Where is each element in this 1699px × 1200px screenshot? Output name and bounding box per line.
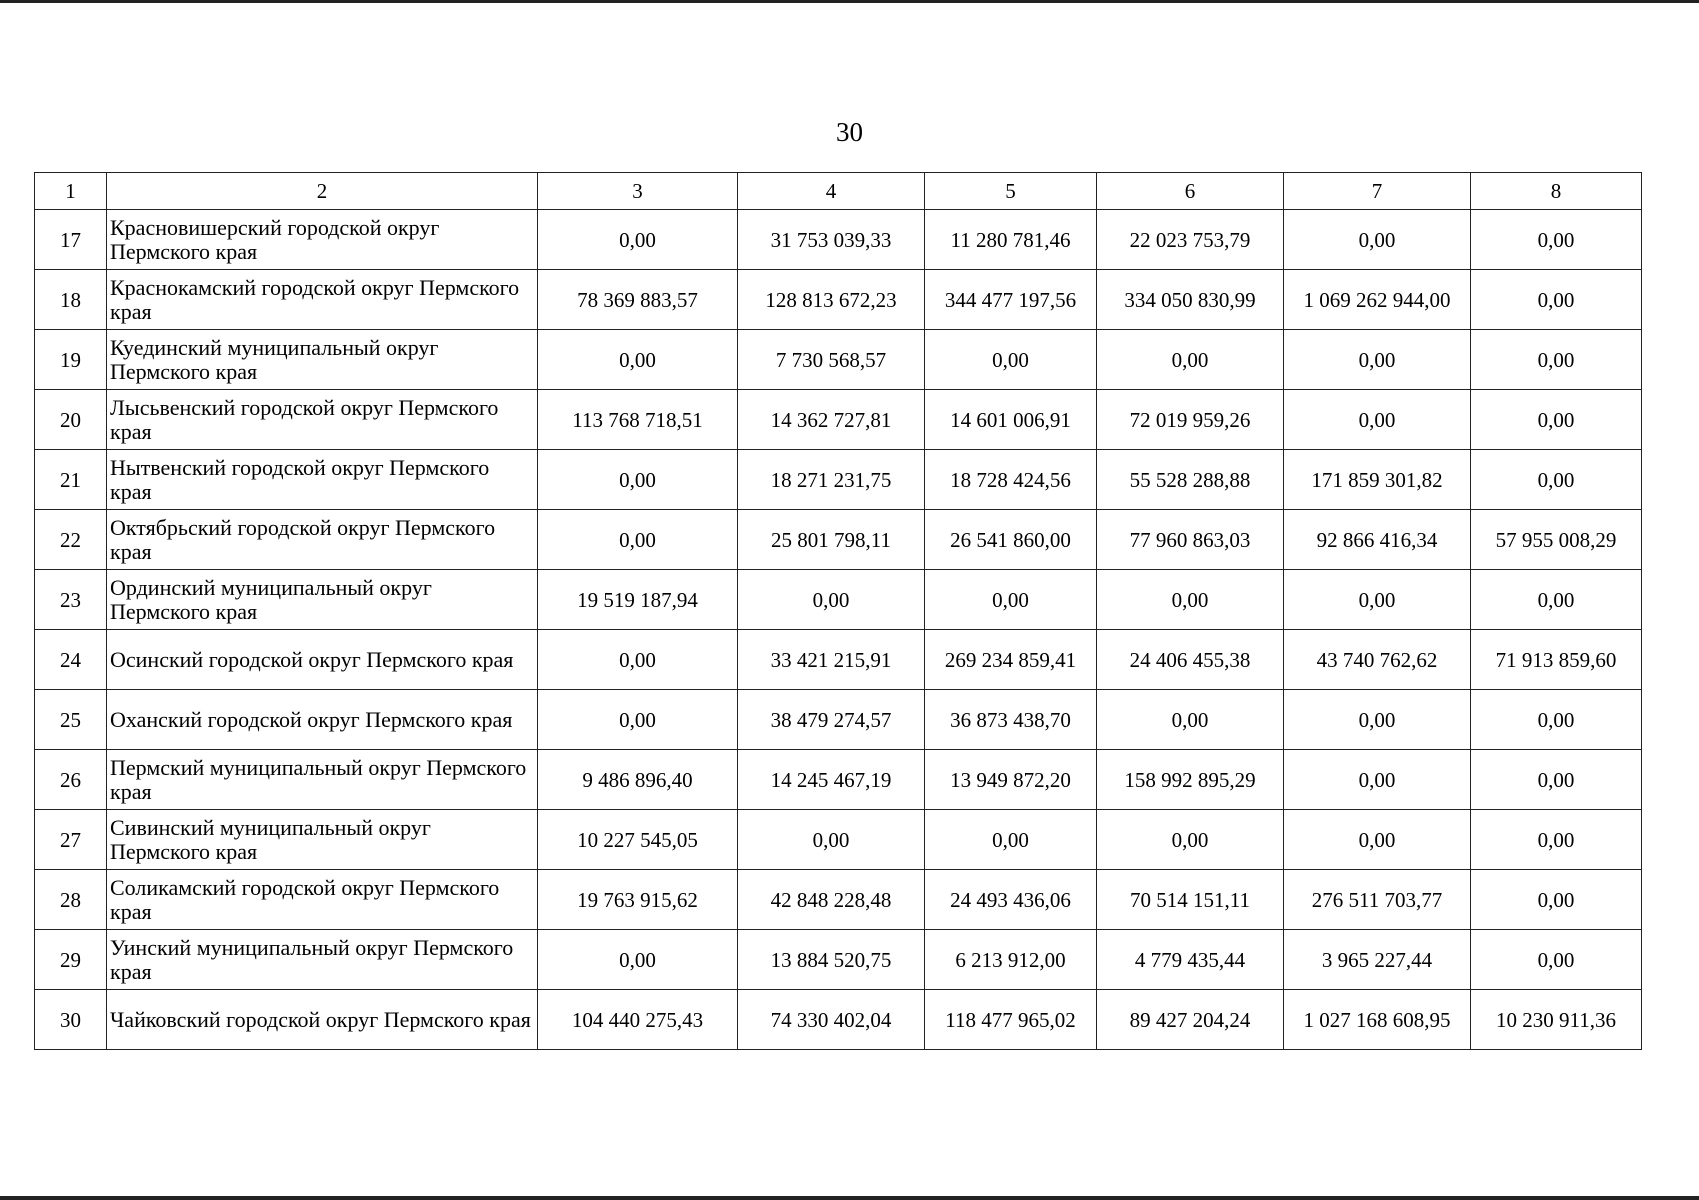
value-cell-col-8: 0,00	[1471, 870, 1642, 930]
municipality-name-cell: Ординский муниципальный округ Пермского края	[107, 570, 538, 630]
value-cell-col-4: 33 421 215,91	[738, 630, 925, 690]
municipality-name-cell: Чайковский городской округ Пермского края	[107, 990, 538, 1050]
value-cell-col-3: 0,00	[538, 690, 738, 750]
row-number-cell: 20	[35, 390, 107, 450]
table-row	[35, 210, 1642, 270]
value-cell-col-3: 9 486 896,40	[538, 750, 738, 810]
row-number-cell: 23	[35, 570, 107, 630]
value-cell-col-5: 26 541 860,00	[925, 510, 1097, 570]
value-cell-col-8: 0,00	[1471, 330, 1642, 390]
value-cell-col-7: 3 965 227,44	[1284, 930, 1471, 990]
value-cell-col-5: 0,00	[925, 810, 1097, 870]
value-cell-col-5: 344 477 197,56	[925, 270, 1097, 330]
row-number-cell: 18	[35, 270, 107, 330]
value-cell-col-8: 0,00	[1471, 270, 1642, 330]
municipality-name-cell: Соликамский городской округ Пермского края	[107, 870, 538, 930]
table-row	[35, 270, 1642, 330]
value-cell-col-6: 158 992 895,29	[1097, 750, 1284, 810]
value-cell-col-7: 0,00	[1284, 570, 1471, 630]
value-cell-col-6: 55 528 288,88	[1097, 450, 1284, 510]
municipality-name-cell: Уинский муниципальный округ Пермского края	[107, 930, 538, 990]
header-cell: 1	[35, 173, 107, 210]
value-cell-col-7: 92 866 416,34	[1284, 510, 1471, 570]
row-number-cell: 21	[35, 450, 107, 510]
row-number-cell: 24	[35, 630, 107, 690]
header-cell: 2	[107, 173, 538, 210]
value-cell-col-4: 128 813 672,23	[738, 270, 925, 330]
page-number: 30	[836, 117, 863, 147]
value-cell-col-4: 13 884 520,75	[738, 930, 925, 990]
value-cell-col-3: 0,00	[538, 450, 738, 510]
value-cell-col-7: 0,00	[1284, 690, 1471, 750]
value-cell-col-6: 334 050 830,99	[1097, 270, 1284, 330]
value-cell-col-8: 0,00	[1471, 450, 1642, 510]
value-cell-col-4: 25 801 798,11	[738, 510, 925, 570]
value-cell-col-6: 22 023 753,79	[1097, 210, 1284, 270]
value-cell-col-7: 276 511 703,77	[1284, 870, 1471, 930]
value-cell-col-3: 0,00	[538, 210, 738, 270]
value-cell-col-7: 1 027 168 608,95	[1284, 990, 1471, 1050]
value-cell-col-3: 0,00	[538, 930, 738, 990]
value-cell-col-3: 78 369 883,57	[538, 270, 738, 330]
row-number-cell: 28	[35, 870, 107, 930]
value-cell-col-4: 0,00	[738, 570, 925, 630]
value-cell-col-5: 13 949 872,20	[925, 750, 1097, 810]
bottom-scan-edge	[0, 1196, 1699, 1200]
value-cell-col-7: 0,00	[1284, 390, 1471, 450]
value-cell-col-6: 77 960 863,03	[1097, 510, 1284, 570]
header-cell: 4	[738, 173, 925, 210]
value-cell-col-6: 0,00	[1097, 690, 1284, 750]
value-cell-col-8: 0,00	[1471, 390, 1642, 450]
value-cell-col-4: 14 362 727,81	[738, 390, 925, 450]
header-cell: 7	[1284, 173, 1471, 210]
value-cell-col-4: 42 848 228,48	[738, 870, 925, 930]
header-cell: 5	[925, 173, 1097, 210]
value-cell-col-7: 1 069 262 944,00	[1284, 270, 1471, 330]
value-cell-col-4: 14 245 467,19	[738, 750, 925, 810]
value-cell-col-5: 11 280 781,46	[925, 210, 1097, 270]
value-cell-col-4: 18 271 231,75	[738, 450, 925, 510]
table-row	[35, 990, 1642, 1050]
value-cell-col-4: 38 479 274,57	[738, 690, 925, 750]
value-cell-col-7: 43 740 762,62	[1284, 630, 1471, 690]
header-cell: 8	[1471, 173, 1642, 210]
table-row	[35, 450, 1642, 510]
table-row	[35, 810, 1642, 870]
value-cell-col-3: 19 763 915,62	[538, 870, 738, 930]
value-cell-col-5: 24 493 436,06	[925, 870, 1097, 930]
municipality-name-cell: Осинский городской округ Пермского края	[107, 630, 538, 690]
table-row	[35, 870, 1642, 930]
value-cell-col-7: 171 859 301,82	[1284, 450, 1471, 510]
value-cell-col-4: 74 330 402,04	[738, 990, 925, 1050]
value-cell-col-8: 0,00	[1471, 570, 1642, 630]
municipality-name-cell: Красновишерский городской округ Пермского края	[107, 210, 538, 270]
municipality-name-cell: Куединский муниципальный округ Пермского края	[107, 330, 538, 390]
value-cell-col-6: 0,00	[1097, 570, 1284, 630]
value-cell-col-5: 269 234 859,41	[925, 630, 1097, 690]
table-header-row	[35, 173, 1642, 210]
value-cell-col-6: 70 514 151,11	[1097, 870, 1284, 930]
table-row	[35, 630, 1642, 690]
value-cell-col-6: 72 019 959,26	[1097, 390, 1284, 450]
top-scan-edge	[0, 0, 1699, 3]
value-cell-col-7: 0,00	[1284, 330, 1471, 390]
row-number-cell: 27	[35, 810, 107, 870]
value-cell-col-8: 0,00	[1471, 690, 1642, 750]
row-number-cell: 25	[35, 690, 107, 750]
header-cell: 6	[1097, 173, 1284, 210]
municipality-name-cell: Лысьвенский городской округ Пермского края	[107, 390, 538, 450]
header-cell: 3	[538, 173, 738, 210]
municipality-name-cell: Октябрьский городской округ Пермского края	[107, 510, 538, 570]
value-cell-col-5: 36 873 438,70	[925, 690, 1097, 750]
row-number-cell: 17	[35, 210, 107, 270]
value-cell-col-6: 4 779 435,44	[1097, 930, 1284, 990]
value-cell-col-5: 0,00	[925, 570, 1097, 630]
value-cell-col-7: 0,00	[1284, 810, 1471, 870]
municipality-name-cell: Нытвенский городской округ Пермского края	[107, 450, 538, 510]
value-cell-col-3: 113 768 718,51	[538, 390, 738, 450]
municipality-name-cell: Пермский муниципальный округ Пермского края	[107, 750, 538, 810]
value-cell-col-8: 0,00	[1471, 210, 1642, 270]
value-cell-col-8: 0,00	[1471, 750, 1642, 810]
table-row	[35, 510, 1642, 570]
municipal-budget-table	[34, 172, 1642, 1050]
municipality-name-cell: Краснокамский городской округ Пермского края	[107, 270, 538, 330]
value-cell-col-3: 0,00	[538, 510, 738, 570]
value-cell-col-7: 0,00	[1284, 210, 1471, 270]
municipality-name-cell: Оханский городской округ Пермского края	[107, 690, 538, 750]
row-number-cell: 29	[35, 930, 107, 990]
value-cell-col-6: 89 427 204,24	[1097, 990, 1284, 1050]
value-cell-col-8: 71 913 859,60	[1471, 630, 1642, 690]
value-cell-col-4: 31 753 039,33	[738, 210, 925, 270]
table-body	[35, 173, 1642, 1050]
row-number-cell: 30	[35, 990, 107, 1050]
municipality-name-cell: Сивинский муниципальный округ Пермского края	[107, 810, 538, 870]
row-number-cell: 19	[35, 330, 107, 390]
value-cell-col-4: 7 730 568,57	[738, 330, 925, 390]
row-number-cell: 22	[35, 510, 107, 570]
table-row	[35, 690, 1642, 750]
value-cell-col-8: 57 955 008,29	[1471, 510, 1642, 570]
table-row	[35, 330, 1642, 390]
table-row	[35, 570, 1642, 630]
value-cell-col-5: 14 601 006,91	[925, 390, 1097, 450]
table-row	[35, 930, 1642, 990]
value-cell-col-6: 0,00	[1097, 330, 1284, 390]
value-cell-col-8: 0,00	[1471, 930, 1642, 990]
value-cell-col-3: 19 519 187,94	[538, 570, 738, 630]
value-cell-col-3: 10 227 545,05	[538, 810, 738, 870]
value-cell-col-4: 0,00	[738, 810, 925, 870]
value-cell-col-5: 18 728 424,56	[925, 450, 1097, 510]
row-number-cell: 26	[35, 750, 107, 810]
value-cell-col-5: 0,00	[925, 330, 1097, 390]
value-cell-col-7: 0,00	[1284, 750, 1471, 810]
table-row	[35, 750, 1642, 810]
value-cell-col-3: 0,00	[538, 330, 738, 390]
value-cell-col-5: 118 477 965,02	[925, 990, 1097, 1050]
value-cell-col-8: 0,00	[1471, 810, 1642, 870]
value-cell-col-5: 6 213 912,00	[925, 930, 1097, 990]
value-cell-col-3: 0,00	[538, 630, 738, 690]
table-row	[35, 390, 1642, 450]
value-cell-col-3: 104 440 275,43	[538, 990, 738, 1050]
value-cell-col-6: 24 406 455,38	[1097, 630, 1284, 690]
value-cell-col-6: 0,00	[1097, 810, 1284, 870]
value-cell-col-8: 10 230 911,36	[1471, 990, 1642, 1050]
